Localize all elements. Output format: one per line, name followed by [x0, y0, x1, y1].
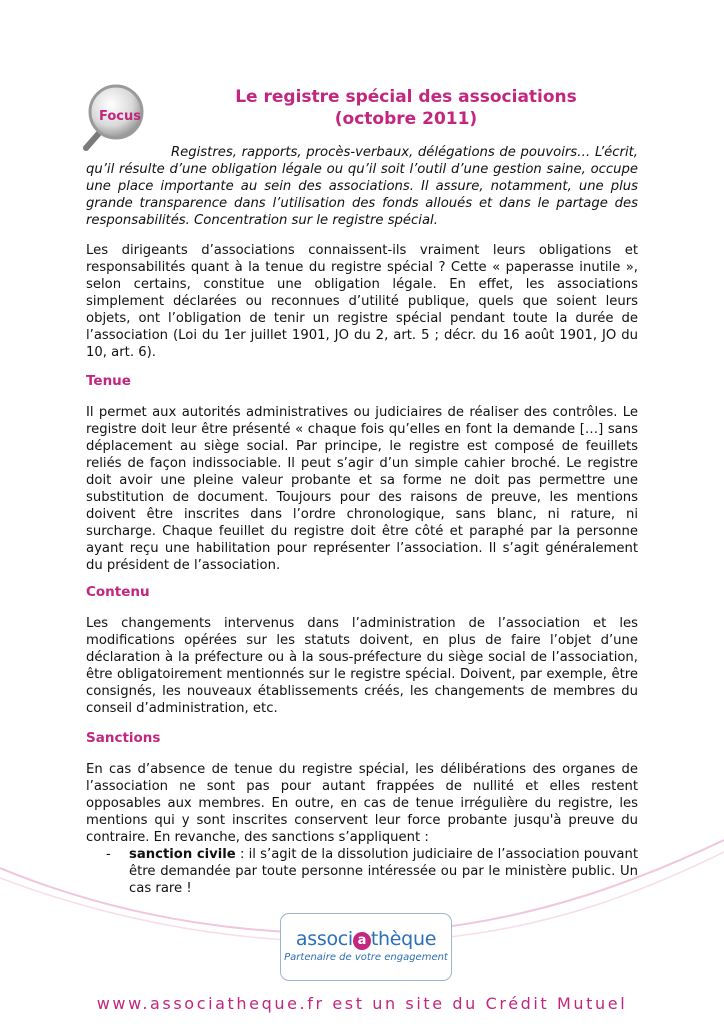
decorative-swoosh	[0, 760, 724, 1024]
focus-label: Focus	[99, 109, 141, 124]
list-item-text: : il s’agit de la dissolution judiciaire de l’association pouvant être demandée par toute personne intéressée ou par le ministère public. Un cas rare !	[129, 847, 638, 896]
list-bullet: -	[106, 847, 111, 862]
logo-a-mark: a	[353, 932, 371, 950]
paragraph-1-text: Les dirigeants d’associations connaissent-ils vraiment leurs obligations et responsabilités quant à la tenue du registre spécial ? Cette « paperasse inutile », selon certains, constitue une obligation légale. En effet, les associations simplement déclarées ou reconnues d’utilité publique, quels que soient leurs objets, ont l’obligation de tenir un registre spécial pendant toute la durée de l’association (Loi du 1er juillet 1901, JO du 2, art. 5 ; décr. du 16 août 1901, JO du 10, art. 6).	[86, 243, 638, 360]
heading-tenue: Tenue	[86, 373, 131, 389]
intro-text: Registres, rapports, procès-verbaux, délégations de pouvoirs… L’écrit, qu’il résulte d’une obligation légale ou qu’il soit l’outil d’une gestion saine, occupe une place importante au sein des associations. Il assure, notamment, une plus grande transparence dans l’utilisation des fonds alloués et dans le partage des responsabilités. Concentration sur le registre spécial.	[86, 145, 638, 228]
title-line-1: Le registre spécial des associations	[235, 87, 577, 107]
section-contenu	[86, 615, 638, 717]
contenu-text: Les changements intervenus dans l’administration de l’association et les modifications opérées sur les statuts doivent, en plus de faire l’objet d’une déclaration à la préfecture ou à la sous-préfecture du siège social de l’association, être obligatoirement mentionnés sur le registre spécial. Doivent, par exemple, être consignés, les nouveaux établissements créés, les changements de membres du conseil d’administration, etc.	[86, 616, 638, 716]
heading-sanctions: Sanctions	[86, 730, 161, 746]
logo-name: associ a thèque	[295, 928, 437, 950]
logo-tagline: Partenaire de votre engagement	[284, 952, 448, 963]
page-title	[200, 86, 612, 130]
paragraph-1	[86, 242, 638, 361]
tenue-text: Il permet aux autorités administratives ou judiciaires de réaliser des contrôles. Le registre doit leur être présenté « chaque fois qu’elles en font la demande […] sans déplacement au siège social. Par principe, le registre est composé de feuillets reliés de façon indissociable. Il peut s’agir d’un simple cahier broché. Le registre doit avoir une pleine valeur probante et sa forme ne doit pas permettre une substitution de document. Toujours pour des raisons de preuve, les mentions doivent être inscrites dans l’ordre chronologique, sans blanc, ni rature, ni surcharge. Chaque feuillet du registre doit être côté et paraphé par la personne ayant reçu une habilitation pour représenter l’association. Il s’agit généralement du président de l’association.	[86, 405, 638, 573]
section-tenue	[86, 404, 638, 574]
associatheque-logo	[280, 913, 452, 981]
footer-text: www.associatheque.fr est un site du Crédit Mutuel	[96, 994, 628, 1013]
intro-paragraph	[86, 144, 638, 229]
heading-contenu: Contenu	[86, 584, 150, 600]
focus-magnifier-icon	[78, 82, 160, 152]
list-item-term: sanction civile	[129, 847, 236, 862]
title-line-2: (octobre 2011)	[334, 109, 478, 129]
sanctions-text: En cas d’absence de tenue du registre spécial, les délibérations des organes de l’association ne sont pas pour autant frappées de nullité et elles restent opposables aux membres. En outre, en cas de tenue irrégulière du registre, les mentions qui y sont inscrites conservent leur force probante jusqu'à preuve du contraire. En revanche, des sanctions s’appliquent :	[86, 762, 638, 845]
